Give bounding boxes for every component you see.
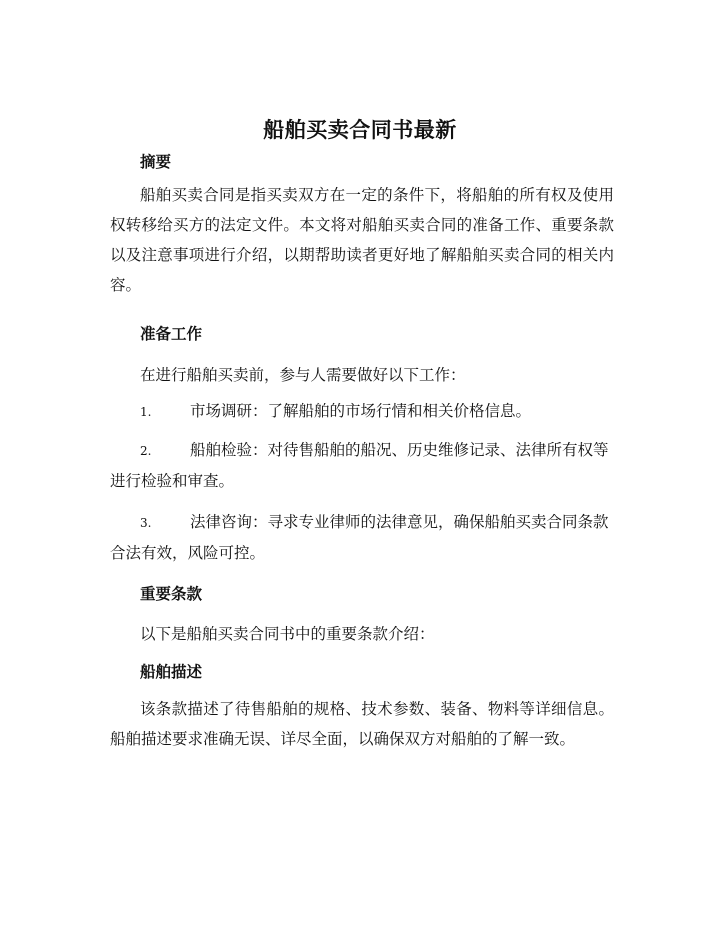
summary-paragraph: 船舶买卖合同是指买卖双方在一定的条件下，将船舶的所有权及使用权转移给买方的法定文件。本文将对船舶买卖合同的准备工作、重要条款以及注意事项进行介绍，以期帮助读者更好地了解船舶买卖合同的相关内容。: [110, 186, 614, 294]
list-item-text: 市场调研：了解船舶的市场行情和相关价格信息。: [190, 402, 532, 420]
list-item-number: 3.: [140, 516, 152, 530]
summary-heading: 摘要: [140, 152, 172, 171]
list-item: [110, 507, 614, 568]
document-title: 船舶买卖合同书最新: [263, 117, 457, 142]
ship-description-heading: 船舶描述: [140, 662, 203, 681]
ship-description-paragraph: 该条款描述了待售船舶的规格、技术参数、装备、物料等详细信息。船舶描述要求准确无误、详尽全面，以确保双方对船舶的了解一致。: [110, 700, 614, 748]
terms-intro: 以下是船舶买卖合同书中的重要条款介绍：: [140, 625, 435, 643]
terms-heading: 重要条款: [140, 584, 203, 603]
list-item: [110, 435, 614, 496]
list-item-number: 1.: [140, 405, 152, 419]
list-item-text: 船舶检验：对待售船舶的船况、历史维修记录、法律所有权等进行检验和审查。: [110, 441, 609, 490]
list-item: [110, 396, 614, 427]
list-item-text: 法律咨询：寻求专业律师的法律意见，确保船舶买卖合同条款合法有效，风险可控。: [110, 513, 609, 562]
prep-intro: 在进行船舶买卖前，参与人需要做好以下工作：: [140, 366, 466, 384]
list-item-number: 2.: [140, 444, 152, 458]
prep-heading: 准备工作: [140, 324, 203, 343]
